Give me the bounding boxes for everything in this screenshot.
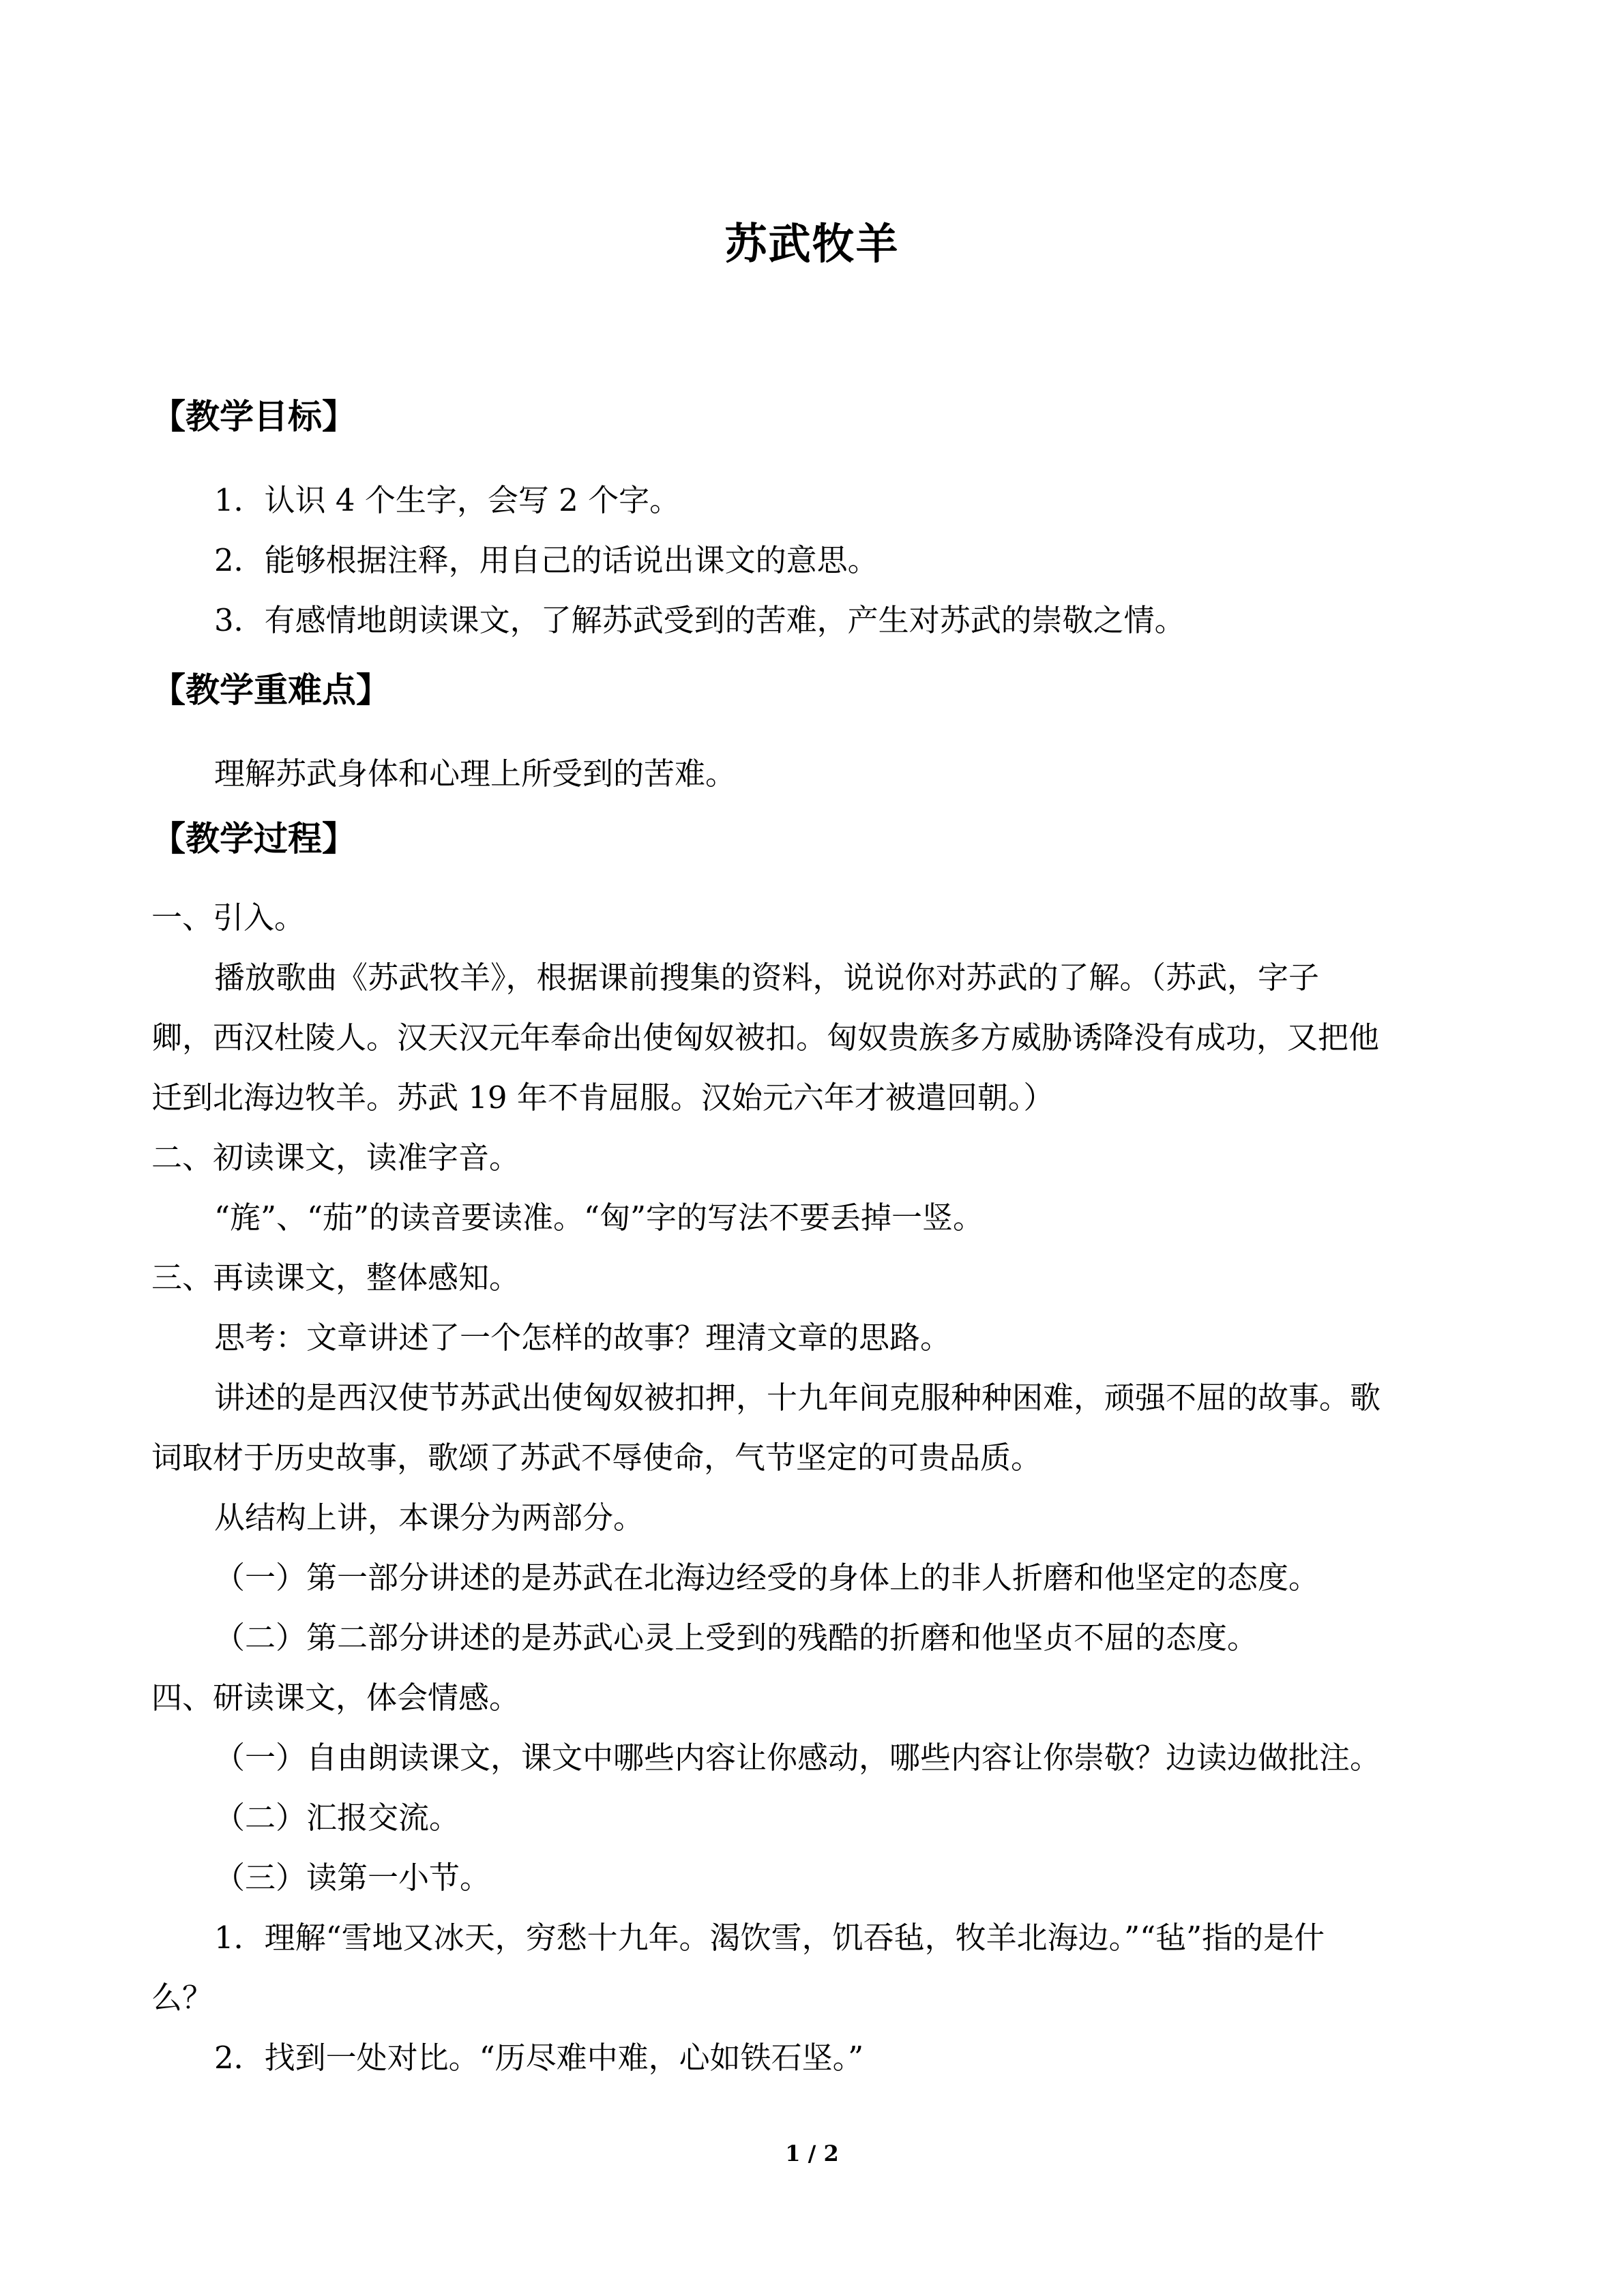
process-line: （三）读第一小节。 — [214, 1860, 491, 1896]
process-line: 播放歌曲《苏武牧羊》，根据课前搜集的资料，说说你对苏武的了解。（苏武，字子 — [214, 959, 1320, 996]
process-line: （二）第二部分讲述的是苏武心灵上受到的残酷的折磨和他坚贞不屈的态度。 — [214, 1620, 1258, 1656]
page-number: 1 / 2 — [785, 2141, 839, 2166]
process-line: 一、引入。 — [151, 899, 306, 936]
process-line: 思考：文章讲述了一个怎样的故事？理清文章的思路。 — [214, 1320, 951, 1356]
process-line: 么？ — [151, 1980, 213, 2016]
process-line: 迁到北海边牧羊。苏武 19 年不肯屈服。汉始元六年才被遣回朝。） — [151, 1079, 1054, 1116]
process-line: 2．找到一处对比。“历尽难中难，心如铁石坚。” — [214, 2040, 864, 2076]
process-line: 三、再读课文，整体感知。 — [151, 1259, 520, 1296]
document-title: 苏武牧羊 — [724, 219, 900, 269]
section-heading-keypoints: 【教学重难点】 — [151, 670, 390, 710]
process-line: 讲述的是西汉使节苏武出使匈奴被扣押，十九年间克服种种困难，顽强不屈的故事。歌 — [214, 1380, 1381, 1416]
process-line: 从结构上讲，本课分为两部分。 — [214, 1500, 645, 1536]
process-line: 二、初读课文，读准字音。 — [151, 1139, 520, 1176]
process-line: “旄”、“茄”的读音要读准。“匈”字的写法不要丢掉一竖。 — [214, 1199, 984, 1236]
process-line: （一）自由朗读课文，课文中哪些内容让你感动，哪些内容让你崇敬？边读边做批注。 — [214, 1740, 1381, 1776]
goal-item-2: 2．能够根据注释，用自己的话说出课文的意思。 — [214, 542, 879, 578]
goal-item-1: 1．认识 4 个生字，会写 2 个字。 — [214, 482, 681, 518]
goal-item-3: 3．有感情地朗读课文，了解苏武受到的苦难，产生对苏武的崇敬之情。 — [214, 602, 1185, 638]
process-line: 四、研读课文，体会情感。 — [151, 1680, 520, 1716]
process-line: （二）汇报交流。 — [214, 1800, 460, 1836]
process-line: 1．理解“雪地又冰天，穷愁十九年。渴饮雪，饥吞毡，牧羊北海边。”“毡”指的是什 — [214, 1920, 1325, 1956]
process-line: 词取材于历史故事，歌颂了苏武不辱使命，气节坚定的可贵品质。 — [151, 1440, 1042, 1476]
keypoints-text: 理解苏武身体和心理上所受到的苦难。 — [214, 756, 737, 792]
section-heading-goals: 【教学目标】 — [151, 397, 356, 436]
section-heading-process: 【教学过程】 — [151, 819, 356, 859]
process-line: （一）第一部分讲述的是苏武在北海边经受的身体上的非人折磨和他坚定的态度。 — [214, 1560, 1320, 1596]
process-line: 卿，西汉杜陵人。汉天汉元年奉命出使匈奴被扣。匈奴贵族多方威胁诱降没有成功，又把他 — [151, 1019, 1380, 1056]
